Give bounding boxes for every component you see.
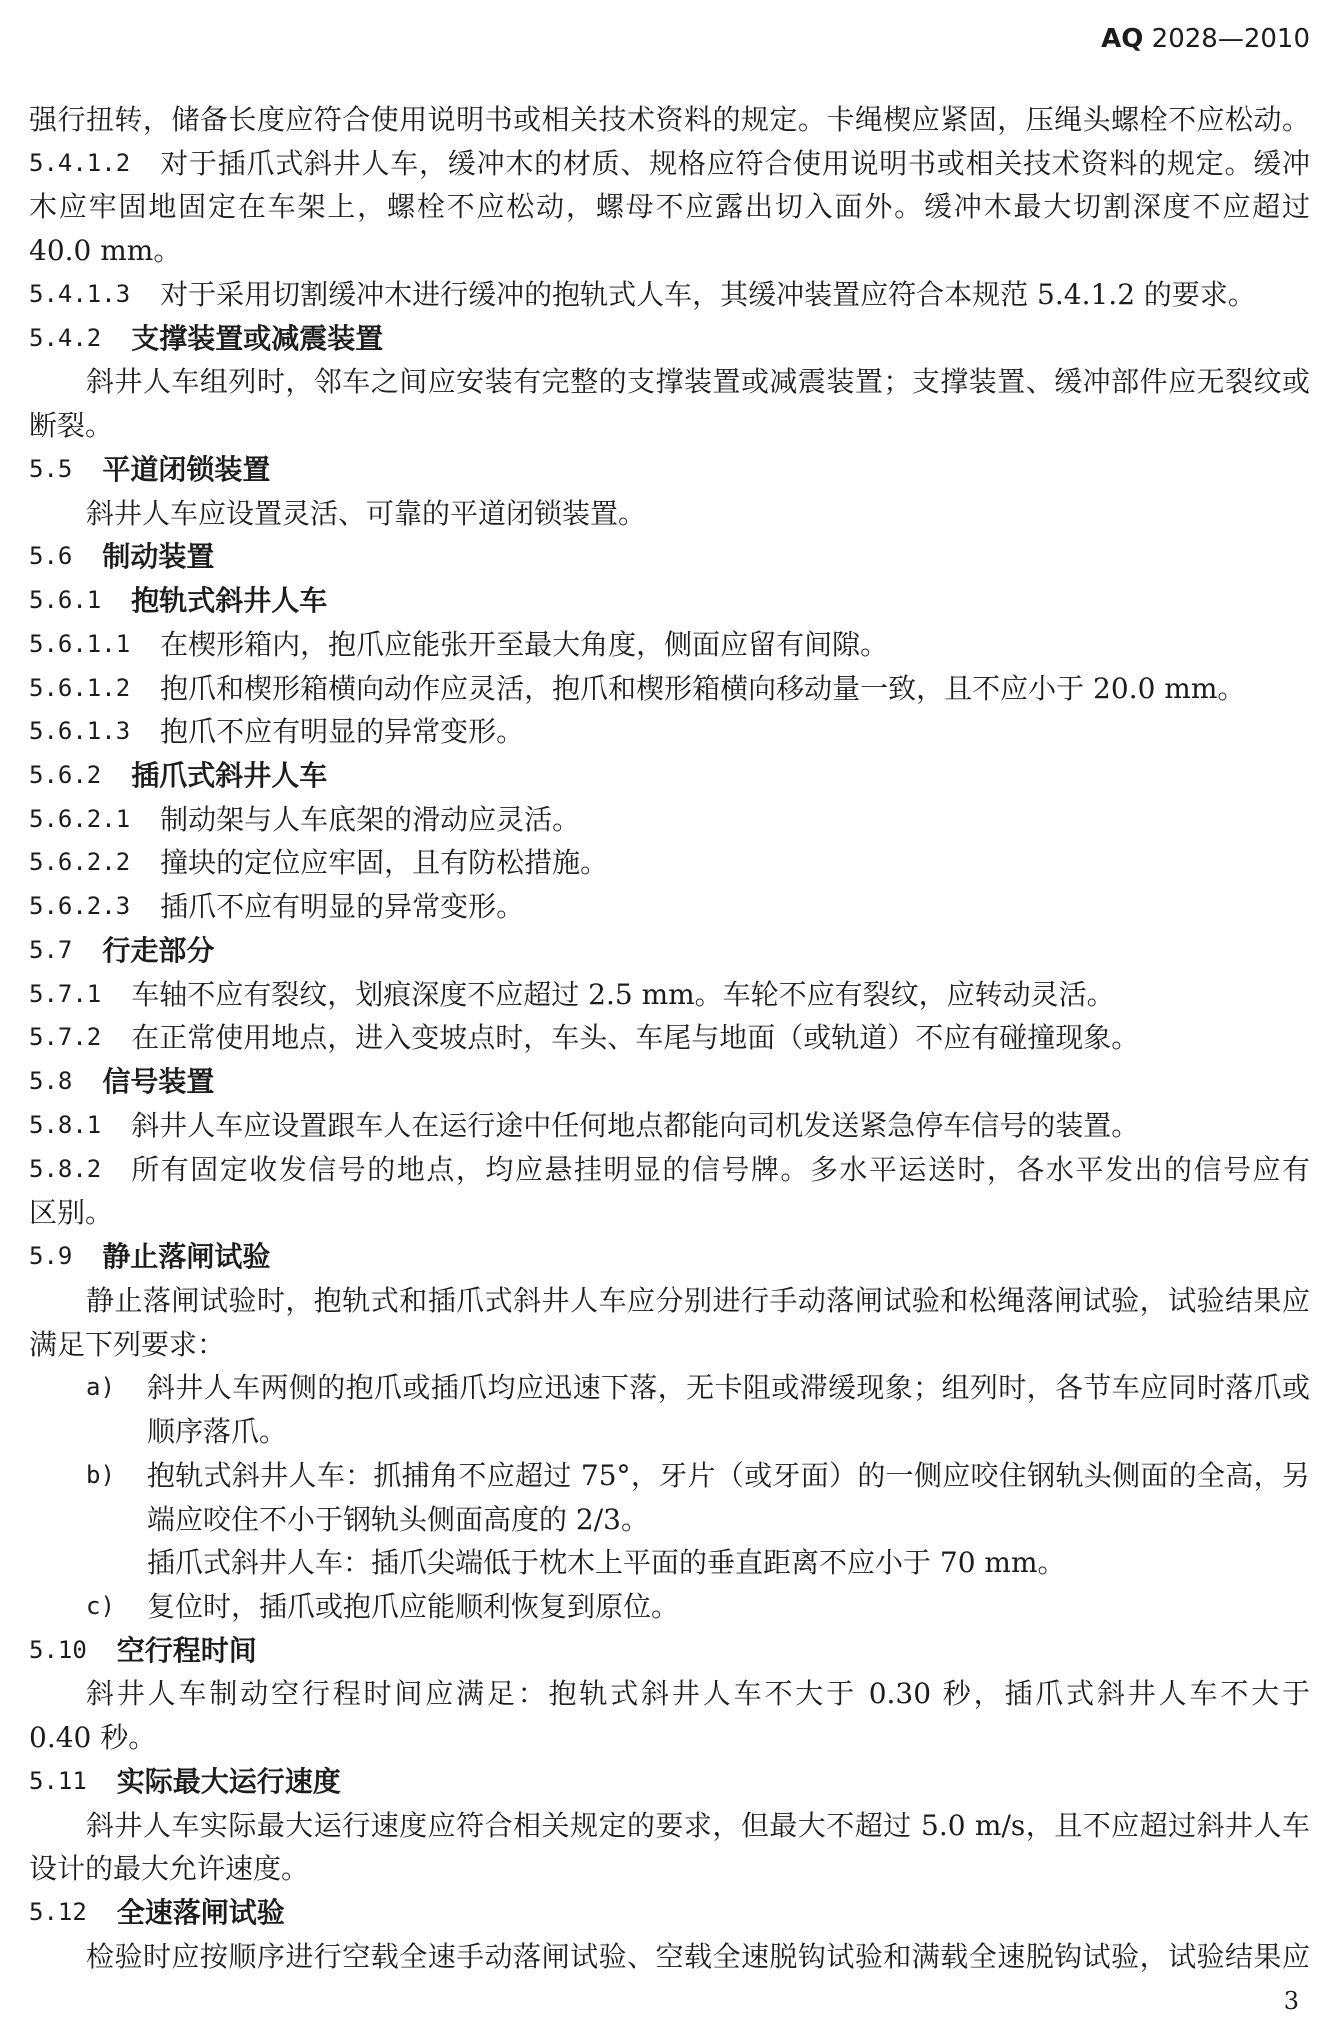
clause-number: 5.8.2	[29, 1154, 102, 1183]
body-text: 满足下列要求：	[29, 1327, 226, 1361]
body-text: 静止落闸试验时，抱轨式和插爪式斜井人车应分别进行手动落闸试验和松绳落闸试验，试验结果应	[86, 1283, 1310, 1317]
body-text: 斜井人车应设置灵活、可靠的平道闭锁装置。	[86, 496, 647, 530]
paragraph-first-line	[29, 1804, 1310, 1848]
body-text-line	[29, 1847, 1310, 1891]
list-label: b)	[86, 1460, 115, 1489]
body-text-line	[29, 98, 1310, 142]
section-heading	[29, 929, 1310, 973]
section-title: 插爪式斜井人车	[131, 759, 328, 793]
list-item-text: 插爪式斜井人车：插爪尖端低于枕木上平面的垂直距离不应小于 70 mm。	[147, 1546, 1066, 1580]
section-title: 实际最大运行速度	[116, 1764, 341, 1798]
section-number: 5.5	[29, 454, 73, 483]
body-text: 断裂。	[29, 409, 114, 443]
clause-line	[29, 973, 1310, 1017]
clause-number: 5.6.1.3	[29, 717, 131, 746]
section-title: 抱轨式斜井人车	[131, 584, 328, 618]
body-text: 强行扭转，储备长度应符合使用说明书或相关技术资料的规定。卡绳楔应紧固，压绳头螺栓不应松动。	[29, 103, 1310, 136]
body-text: 0.40 秒。	[29, 1721, 157, 1755]
clause-number: 5.6.1.2	[29, 673, 131, 702]
list-item-continuation	[29, 1410, 1310, 1454]
section-number: 5.6.2	[29, 761, 102, 790]
list-item	[29, 1454, 1310, 1498]
clause-line	[29, 667, 1310, 711]
clause-line	[29, 273, 1310, 317]
body-text-line	[29, 1323, 1310, 1367]
standard-number: 2028—2010	[1151, 24, 1310, 54]
section-heading	[29, 1235, 1310, 1279]
list-item	[29, 1585, 1310, 1629]
standard-code-header	[1101, 20, 1310, 58]
clause-number: 5.6.2.2	[29, 848, 131, 877]
list-item-text: 复位时，插爪或抱爪应能顺利恢复到原位。	[147, 1589, 680, 1623]
clause-text: 撞块的定位应牢固，且有防松措施。	[160, 846, 609, 880]
list-item-text: 端应咬住不小于钢轨头侧面高度的 2/3。	[147, 1502, 649, 1536]
clause-line	[29, 1148, 1310, 1192]
clause-text: 车轴不应有裂纹，划痕深度不应超过 2.5 mm。车轮不应有裂纹，应转动灵活。	[131, 977, 1115, 1011]
clause-number: 5.6.2.1	[29, 804, 131, 833]
clause-text: 对于采用切割缓冲木进行缓冲的抱轨式人车，其缓冲装置应符合本规范 5.4.1.2 的要求。	[160, 277, 1256, 311]
list-label: a)	[86, 1373, 115, 1402]
section-title: 信号装置	[102, 1065, 215, 1099]
section-number: 5.10	[29, 1635, 87, 1664]
body-text-line	[29, 404, 1310, 448]
clause-line	[29, 1104, 1310, 1148]
clause-line	[29, 885, 1310, 929]
section-title: 空行程时间	[116, 1633, 257, 1667]
clause-text: 抱爪和楔形箱横向动作应灵活，抱爪和楔形箱横向移动量一致，且不应小于 20.0 mm。	[160, 671, 1246, 705]
list-item-text: 斜井人车两侧的抱爪或插爪均应迅速下落，无卡阻或滞缓现象；组列时，各节车应同时落爪或	[147, 1371, 1310, 1405]
body-text: 斜井人车实际最大运行速度应符合相关规定的要求，但最大不超过 5.0 m/s，且不应超过斜井人车	[86, 1808, 1310, 1842]
clause-text: 抱爪不应有明显的异常变形。	[160, 715, 525, 749]
section-number: 5.6	[29, 542, 73, 571]
clause-number: 5.4.1.3	[29, 279, 131, 308]
clause-number: 5.4.1.2	[29, 148, 131, 177]
clause-text: 在正常使用地点，进入变坡点时，车头、车尾与地面（或轨道）不应有碰撞现象。	[131, 1021, 1140, 1055]
paragraph-first-line	[29, 360, 1310, 404]
paragraph-first-line	[29, 492, 1310, 536]
body-text-line	[29, 229, 1310, 273]
section-title: 制动装置	[102, 540, 215, 574]
section-number: 5.12	[29, 1898, 87, 1927]
paragraph-first-line	[29, 1672, 1310, 1716]
section-heading	[29, 1629, 1310, 1673]
section-title: 全速落闸试验	[116, 1896, 285, 1930]
section-title: 行走部分	[102, 933, 215, 967]
clause-line	[29, 841, 1310, 885]
section-heading	[29, 1060, 1310, 1104]
clause-line	[29, 710, 1310, 754]
body-text: 设计的最大允许速度。	[29, 1852, 310, 1886]
clause-text: 插爪不应有明显的异常变形。	[160, 890, 525, 924]
section-number: 5.4.2	[29, 323, 102, 352]
page-number: 3	[1283, 1987, 1299, 2015]
clause-number: 5.7.1	[29, 979, 102, 1008]
standard-prefix: AQ	[1101, 24, 1144, 54]
paragraph-first-line	[29, 1935, 1310, 1979]
document-body	[29, 98, 1310, 1979]
clause-text: 斜井人车应设置跟车人在运行途中任何地点都能向司机发送紧急停车信号的装置。	[131, 1108, 1140, 1142]
section-title: 静止落闸试验	[102, 1240, 271, 1274]
body-text-line	[29, 185, 1310, 229]
body-text: 斜井人车制动空行程时间应满足：抱轨式斜井人车不大于 0.30 秒，插爪式斜井人车不大于	[86, 1677, 1310, 1711]
list-item	[29, 1366, 1310, 1410]
clause-line	[29, 623, 1310, 667]
section-number: 5.6.1	[29, 586, 102, 615]
section-heading	[29, 1760, 1310, 1804]
section-heading	[29, 317, 1310, 361]
section-number: 5.11	[29, 1766, 87, 1795]
section-number: 5.7	[29, 935, 73, 964]
body-text-line	[29, 1716, 1310, 1760]
section-heading	[29, 754, 1310, 798]
section-heading	[29, 579, 1310, 623]
body-text-line	[29, 1191, 1310, 1235]
body-text: 斜井人车组列时，邻车之间应安装有完整的支撑装置或减震装置；支撑装置、缓冲部件应无裂纹或	[86, 365, 1310, 399]
body-text: 检验时应按顺序进行空载全速手动落闸试验、空载全速脱钩试验和满载全速脱钩试验，试验结果应	[86, 1939, 1310, 1973]
section-title: 支撑装置或减震装置	[131, 321, 384, 355]
clause-text: 在楔形箱内，抱爪应能张开至最大角度，侧面应留有间隙。	[160, 627, 889, 661]
clause-number: 5.7.2	[29, 1023, 102, 1052]
clause-number: 5.6.1.1	[29, 629, 131, 658]
section-number: 5.9	[29, 1242, 73, 1271]
body-text: 40.0 mm。	[29, 234, 182, 268]
list-label: c)	[86, 1591, 115, 1620]
section-heading	[29, 1891, 1310, 1935]
clause-number: 5.6.2.3	[29, 892, 131, 921]
paragraph-first-line	[29, 1279, 1310, 1323]
section-heading	[29, 535, 1310, 579]
section-number: 5.8	[29, 1067, 73, 1096]
list-item-continuation	[29, 1541, 1310, 1585]
clause-line	[29, 798, 1310, 842]
clause-number: 5.8.1	[29, 1110, 102, 1139]
list-item-text: 抱轨式斜井人车：抓捕角不应超过 75°，牙片（或牙面）的一侧应咬住钢轨头侧面的全高，另	[147, 1458, 1310, 1492]
clause-text: 对于插爪式斜井人车，缓冲木的材质、规格应符合使用说明书或相关技术资料的规定。缓冲	[160, 146, 1310, 180]
clause-line	[29, 1016, 1310, 1060]
clause-text: 制动架与人车底架的滑动应灵活。	[160, 802, 581, 836]
clause-text: 所有固定收发信号的地点，均应悬挂明显的信号牌。多水平运送时，各水平发出的信号应有	[131, 1152, 1310, 1186]
body-text: 木应牢固地固定在车架上，螺栓不应松动，螺母不应露出切入面外。缓冲木最大切割深度不应超过	[29, 190, 1310, 224]
list-item-continuation	[29, 1498, 1310, 1542]
section-heading	[29, 448, 1310, 492]
section-title: 平道闭锁装置	[102, 452, 271, 486]
body-text: 区别。	[29, 1196, 114, 1230]
list-item-text: 顺序落爪。	[147, 1415, 288, 1449]
clause-line	[29, 142, 1310, 186]
